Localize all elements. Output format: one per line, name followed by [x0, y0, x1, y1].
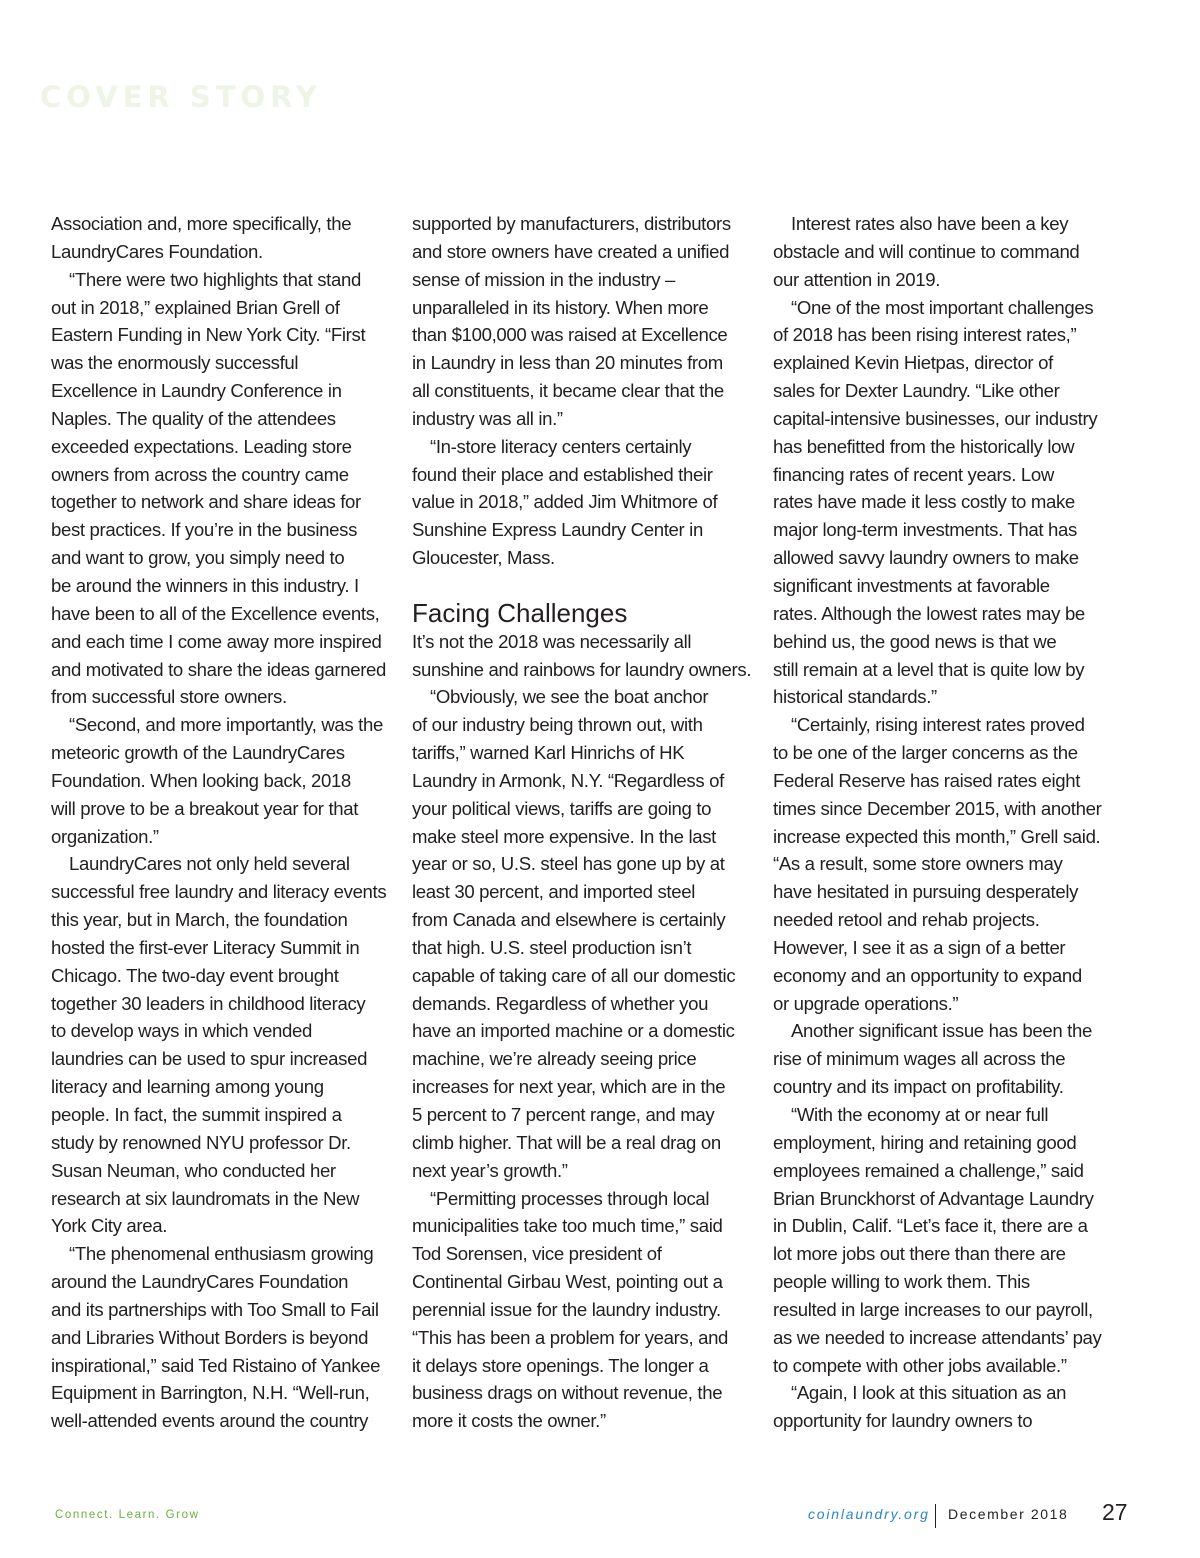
text-line: it delays store openings. The longer a: [412, 1354, 709, 1376]
footer-website-link[interactable]: coinlaundry.org: [808, 1506, 930, 1522]
text-line: and its partnerships with Too Small to Fail: [51, 1298, 379, 1320]
text-line: “As a result, some store owners may: [773, 853, 1063, 875]
text-line: “This has been a problem for years, and: [412, 1326, 729, 1348]
text-line: successful free laundry and literacy events: [51, 881, 387, 903]
text-line: Eastern Funding in New York City. “First: [51, 324, 366, 346]
text-line: rates have made it less costly to make: [773, 491, 1075, 513]
text-line: obstacle and will continue to command: [773, 240, 1080, 262]
text-line: of 2018 has been rising interest rates,”: [773, 324, 1077, 346]
footer-divider: [935, 1504, 936, 1528]
text-line: historical standards.”: [773, 686, 937, 708]
text-line: employment, hiring and retaining good: [773, 1131, 1077, 1153]
article-column-2: [412, 210, 752, 1435]
text-line: capable of taking care of all our domestic: [412, 964, 736, 986]
text-line: found their place and established their: [412, 463, 713, 485]
text-line: from successful store owners.: [51, 686, 287, 708]
text-line: LaundryCares not only held several: [69, 853, 350, 875]
text-line: “Certainly, rising interest rates proved: [791, 714, 1085, 736]
text-line: Equipment in Barrington, N.H. “Well-run,: [51, 1382, 370, 1404]
text-line: make steel more expensive. In the last: [412, 825, 716, 847]
text-line: needed retool and rehab projects.: [773, 909, 1040, 931]
text-line: was the enormously successful: [51, 352, 299, 374]
text-line: Excellence in Laundry Conference in: [51, 380, 342, 402]
text-line: to develop ways in which vended: [51, 1020, 312, 1042]
text-line: times since December 2015, with another: [773, 797, 1102, 819]
text-line: than $100,000 was raised at Excellence: [412, 324, 728, 346]
text-line: rise of minimum wages all across the: [773, 1048, 1066, 1070]
text-line: It’s not the 2018 was necessarily all: [412, 630, 692, 652]
text-line: organization.”: [51, 825, 159, 847]
text-line: machine, we’re already seeing price: [412, 1048, 697, 1070]
paragraph: [773, 1101, 1103, 1379]
text-line: supported by manufacturers, distributors: [412, 213, 731, 234]
text-line: opportunity for laundry owners to: [773, 1410, 1033, 1432]
text-line: Susan Neuman, who conducted her: [51, 1159, 336, 1181]
text-line: major long-term investments. That has: [773, 519, 1077, 541]
text-line: York City area.: [51, 1215, 168, 1237]
paragraph: [412, 210, 742, 433]
text-line: value in 2018,” added Jim Whitmore of: [412, 491, 718, 513]
text-line: “Obviously, we see the boat anchor: [430, 686, 709, 708]
text-line: of our industry being thrown out, with: [412, 714, 703, 736]
text-line: from Canada and elsewhere is certainly: [412, 909, 726, 931]
text-line: and motivated to share the ideas garnered: [51, 658, 387, 680]
text-line: allowed savvy laundry owners to make: [773, 547, 1079, 569]
text-line: resulted in large increases to our payroll,: [773, 1298, 1093, 1320]
text-line: literacy and learning among young: [51, 1076, 324, 1098]
text-line: people willing to work them. This: [773, 1271, 1030, 1293]
text-line: rates. Although the lowest rates may be: [773, 602, 1085, 624]
text-line: this year, but in March, the foundation: [51, 909, 348, 931]
text-line: to compete with other jobs available.”: [773, 1354, 1067, 1376]
text-line: to be one of the larger concerns as the: [773, 742, 1078, 764]
text-line: in Dublin, Calif. “Let’s face it, there are a: [773, 1215, 1088, 1237]
text-line: people. In fact, the summit inspired a: [51, 1104, 342, 1125]
text-line: more it costs the owner.”: [412, 1410, 606, 1432]
text-line: research at six laundromats in the New: [51, 1187, 360, 1209]
text-line: meteoric growth of the LaundryCares: [51, 742, 345, 764]
paragraph: [412, 683, 742, 1184]
text-line: year or so, U.S. steel has gone up by at: [412, 853, 725, 875]
text-line: and want to grow, you simply need to: [51, 547, 345, 569]
text-line: significant investments at favorable: [773, 574, 1050, 596]
text-line: capital-intensive businesses, our industry: [773, 407, 1098, 429]
text-line: out in 2018,” explained Brian Grell of: [51, 296, 340, 318]
paragraph: [773, 294, 1103, 712]
text-line: sales for Dexter Laundry. “Like other: [773, 380, 1060, 402]
article-column-1: [51, 210, 387, 1435]
text-line: industry was all in.”: [412, 407, 563, 429]
text-line: climb higher. That will be a real drag on: [412, 1131, 721, 1153]
paragraph: [773, 1017, 1103, 1101]
text-line: economy and an opportunity to expand: [773, 964, 1082, 986]
footer-issue-date: December 2018: [948, 1506, 1069, 1522]
paragraph: [773, 210, 1103, 294]
text-line: next year’s growth.”: [412, 1159, 568, 1181]
text-line: sunshine and rainbows for laundry owners.: [412, 658, 752, 680]
text-line: as we needed to increase attendants’ pay: [773, 1326, 1102, 1348]
text-line: “Again, I look at this situation as an: [791, 1382, 1067, 1404]
text-line: Federal Reserve has raised rates eight: [773, 769, 1081, 791]
text-line: perennial issue for the laundry industry.: [412, 1298, 721, 1320]
text-line: Continental Girbau West, pointing out a: [412, 1271, 723, 1293]
text-line: demands. Regardless of whether you: [412, 992, 709, 1014]
text-line: “In-store literacy centers certainly: [430, 435, 692, 457]
text-line: “There were two highlights that stand: [69, 268, 361, 290]
text-line: Sunshine Express Laundry Center in: [412, 519, 703, 541]
article-column-3: [773, 210, 1103, 1435]
text-line: have an imported machine or a domestic: [412, 1020, 735, 1042]
text-line: business drags on without revenue, the: [412, 1382, 723, 1404]
section-heading: Facing Challenges: [412, 597, 628, 628]
paragraph: [51, 210, 381, 266]
text-line: will prove to be a breakout year for that: [51, 797, 359, 819]
text-line: in Laundry in less than 20 minutes from: [412, 352, 723, 374]
paragraph: [51, 850, 387, 1240]
text-line: Chicago. The two-day event brought: [51, 964, 339, 986]
paragraph: [412, 628, 752, 684]
text-line: unparalleled in its history. When more: [412, 296, 709, 318]
text-line: increase expected this month,” Grell said.: [773, 825, 1101, 847]
text-line: Tod Sorensen, vice president of: [412, 1243, 662, 1265]
text-line: “Second, and more importantly, was the: [69, 714, 383, 736]
text-line: 5 percent to 7 percent range, and may: [412, 1104, 715, 1125]
text-line: inspirational,” said Ted Ristaino of Yankee: [51, 1354, 381, 1376]
text-line: country and its impact on profitability.: [773, 1076, 1064, 1098]
text-line: or upgrade operations.”: [773, 992, 959, 1014]
text-line: best practices. If you’re in the business: [51, 519, 358, 541]
text-line: Another significant issue has been the: [791, 1020, 1092, 1042]
paragraph: [51, 711, 381, 850]
text-line: Laundry in Armonk, N.Y. “Regardless of: [412, 769, 724, 791]
text-line: laundries can be used to spur increased: [51, 1048, 368, 1070]
text-line: Foundation. When looking back, 2018: [51, 769, 351, 791]
text-line: owners from across the country came: [51, 463, 349, 485]
text-line: “The phenomenal enthusiasm growing: [69, 1243, 374, 1265]
text-line: LaundryCares Foundation.: [51, 240, 263, 262]
text-line: sense of mission in the industry –: [412, 268, 676, 290]
text-line: explained Kevin Hietpas, director of: [773, 352, 1053, 374]
paragraph: [773, 711, 1103, 1017]
text-line: be around the winners in this industry. I: [51, 574, 359, 596]
text-line: that high. U.S. steel production isn’t: [412, 936, 692, 958]
text-line: “One of the most important challenges: [791, 296, 1094, 318]
text-line: have been to all of the Excellence events,: [51, 602, 380, 624]
paragraph: [51, 1240, 381, 1435]
text-line: study by renowned NYU professor Dr.: [51, 1131, 351, 1153]
text-line: Gloucester, Mass.: [412, 547, 555, 569]
text-line: “With the economy at or near full: [791, 1104, 1049, 1125]
paragraph: [412, 433, 742, 572]
text-line: and each time I come away more inspired: [51, 630, 382, 652]
paragraph: [773, 1379, 1103, 1435]
text-line: and store owners have created a unified: [412, 240, 730, 262]
text-line: However, I see it as a sign of a better: [773, 936, 1066, 958]
text-line: our attention in 2019.: [773, 268, 941, 290]
text-line: still remain at a level that is quite low by: [773, 658, 1085, 680]
text-line: tariffs,” warned Karl Hinrichs of HK: [412, 742, 685, 764]
text-line: employees remained a challenge,” said: [773, 1159, 1084, 1181]
section-kicker: COVER STORY: [40, 80, 322, 114]
text-line: Association and, more specifically, the: [51, 213, 352, 234]
text-line: hosted the first-ever Literacy Summit in: [51, 936, 360, 958]
text-line: around the LaundryCares Foundation: [51, 1271, 349, 1293]
text-line: Interest rates also have been a key: [791, 213, 1069, 234]
text-line: increases for next year, which are in the: [412, 1076, 726, 1098]
text-line: and Libraries Without Borders is beyond: [51, 1326, 369, 1348]
text-line: together 30 leaders in childhood literacy: [51, 992, 366, 1014]
text-line: together to network and share ideas for: [51, 491, 361, 513]
paragraph: [412, 1185, 742, 1436]
page-number: 27: [1102, 1499, 1128, 1525]
text-line: has benefitted from the historically low: [773, 435, 1075, 457]
text-line: municipalities take too much time,” said: [412, 1215, 723, 1237]
paragraph: [51, 266, 387, 712]
text-line: Naples. The quality of the attendees: [51, 407, 336, 429]
text-line: exceeded expectations. Leading store: [51, 435, 352, 457]
text-line: your political views, tariffs are going to: [412, 797, 712, 819]
text-line: all constituents, it became clear that the: [412, 380, 724, 402]
text-line: lot more jobs out there than there are: [773, 1243, 1066, 1265]
text-line: Brian Brunckhorst of Advantage Laundry: [773, 1187, 1094, 1209]
text-line: behind us, the good news is that we: [773, 630, 1057, 652]
text-line: least 30 percent, and imported steel: [412, 881, 696, 903]
text-line: well-attended events around the country: [51, 1410, 369, 1432]
text-line: financing rates of recent years. Low: [773, 463, 1054, 485]
footer-tagline: Connect. Learn. Grow: [55, 1509, 200, 1521]
text-line: “Permitting processes through local: [430, 1187, 710, 1209]
text-line: have hesitated in pursuing desperately: [773, 881, 1079, 903]
